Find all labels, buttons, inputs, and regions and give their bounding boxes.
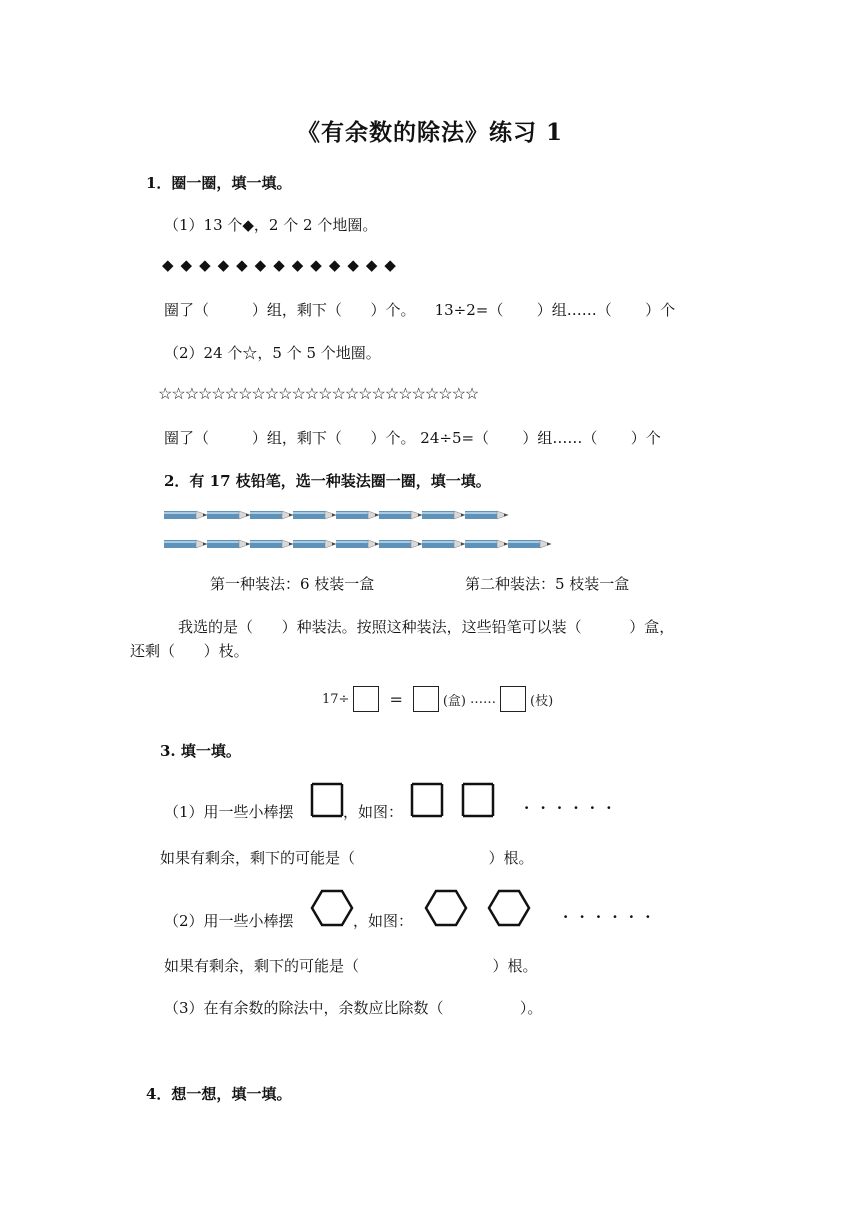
- hexagon-example-icon-1: [424, 888, 468, 928]
- pencil-icon: [422, 511, 465, 519]
- q2-fill-line-1: 我选的是（ ）种装法。按照这种装法，这些铅笔可以装（ ）盒，: [178, 618, 675, 636]
- stick-unit: (枝): [530, 693, 554, 709]
- pencil-icon: [336, 540, 379, 548]
- pencil-icon: [465, 540, 508, 548]
- q3-part2-mid: ，如图：: [353, 912, 414, 930]
- pencil-row-2: [164, 536, 564, 552]
- q1-part1-fill: 圈了（ ）组，剩下（ ）个。 13÷2=（ ）组……（ ）个: [164, 301, 676, 319]
- pencil-icon: [250, 511, 293, 519]
- pencil-icon: [293, 511, 336, 519]
- remainder-box[interactable]: [500, 686, 526, 712]
- q1-part2-prompt: （2）24 个☆，5 个 5 个地圈。: [164, 344, 381, 362]
- q3-part1-mid: ，如图：: [343, 803, 404, 821]
- square-example-icon-1: [410, 782, 444, 818]
- q3-part1-prompt: （1）用一些小棒摆: [164, 803, 294, 821]
- question-3-heading: 3. 填一填。: [160, 742, 241, 760]
- page-title: 《有余数的除法》练习 1: [297, 119, 564, 146]
- pencil-icon: [422, 540, 465, 548]
- square-stick-icon: [310, 782, 344, 818]
- q3-part3: （3）在有余数的除法中，余数应比除数（ ）。: [164, 999, 543, 1017]
- equation-dividend: 17÷: [322, 691, 350, 707]
- q3-part1-fill: 如果有剩余，剩下的可能是（ ）根。: [160, 849, 534, 867]
- pencil-icon: [508, 540, 551, 548]
- division-equation: [322, 686, 553, 712]
- pencil-icon: [207, 540, 250, 548]
- pencil-icon: [379, 511, 422, 519]
- divisor-box[interactable]: [353, 686, 379, 712]
- q2-fill-line-2: 还剩（ ）枝。: [130, 642, 249, 660]
- equation-equals: =: [389, 689, 403, 709]
- q3-part1-ellipsis: · · · · · ·: [524, 799, 615, 817]
- pencil-icon: [164, 540, 207, 548]
- question-2-heading: 2．有 17 枝铅笔，选一种装法圈一圈，填一填。: [164, 472, 491, 490]
- pencil-icon: [207, 511, 250, 519]
- hexagon-example-icon-2: [487, 888, 531, 928]
- packing-method-1: 第一种装法：6 枝装一盒: [210, 575, 375, 593]
- diamond-row: ◆◆◆◆◆◆◆◆◆◆◆◆◆: [162, 256, 403, 274]
- pencil-row-1: [164, 507, 564, 523]
- q1-part2-fill: 圈了（ ）组，剩下（ ）个。 24÷5=（ ）组……（ ）个: [164, 429, 661, 447]
- pencil-icon: [336, 511, 379, 519]
- box-unit: (盒): [442, 693, 466, 709]
- pencil-icon: [293, 540, 336, 548]
- pencil-icon: [164, 511, 207, 519]
- pencil-icon: [379, 540, 422, 548]
- q3-part2-fill: 如果有剩余，剩下的可能是（ ）根。: [164, 957, 538, 975]
- q3-part2-prompt: （2）用一些小棒摆: [164, 912, 294, 930]
- q1-part1-prompt: （1）13 个◆，2 个 2 个地圈。: [164, 216, 378, 234]
- quotient-box[interactable]: [413, 686, 439, 712]
- star-row: ☆☆☆☆☆☆☆☆☆☆☆☆☆☆☆☆☆☆☆☆☆☆☆☆: [158, 384, 479, 403]
- pencil-icon: [250, 540, 293, 548]
- question-4-heading: 4．想一想，填一填。: [146, 1085, 292, 1103]
- pencil-icon: [465, 511, 508, 519]
- question-1-heading: 1．圈一圈，填一填。: [146, 174, 292, 192]
- packing-method-2: 第二种装法：5 枝装一盒: [465, 575, 630, 593]
- q3-part2-ellipsis: · · · · · ·: [563, 908, 654, 926]
- hexagon-stick-icon: [310, 888, 354, 928]
- equation-dots: ……: [470, 691, 496, 707]
- square-example-icon-2: [461, 782, 495, 818]
